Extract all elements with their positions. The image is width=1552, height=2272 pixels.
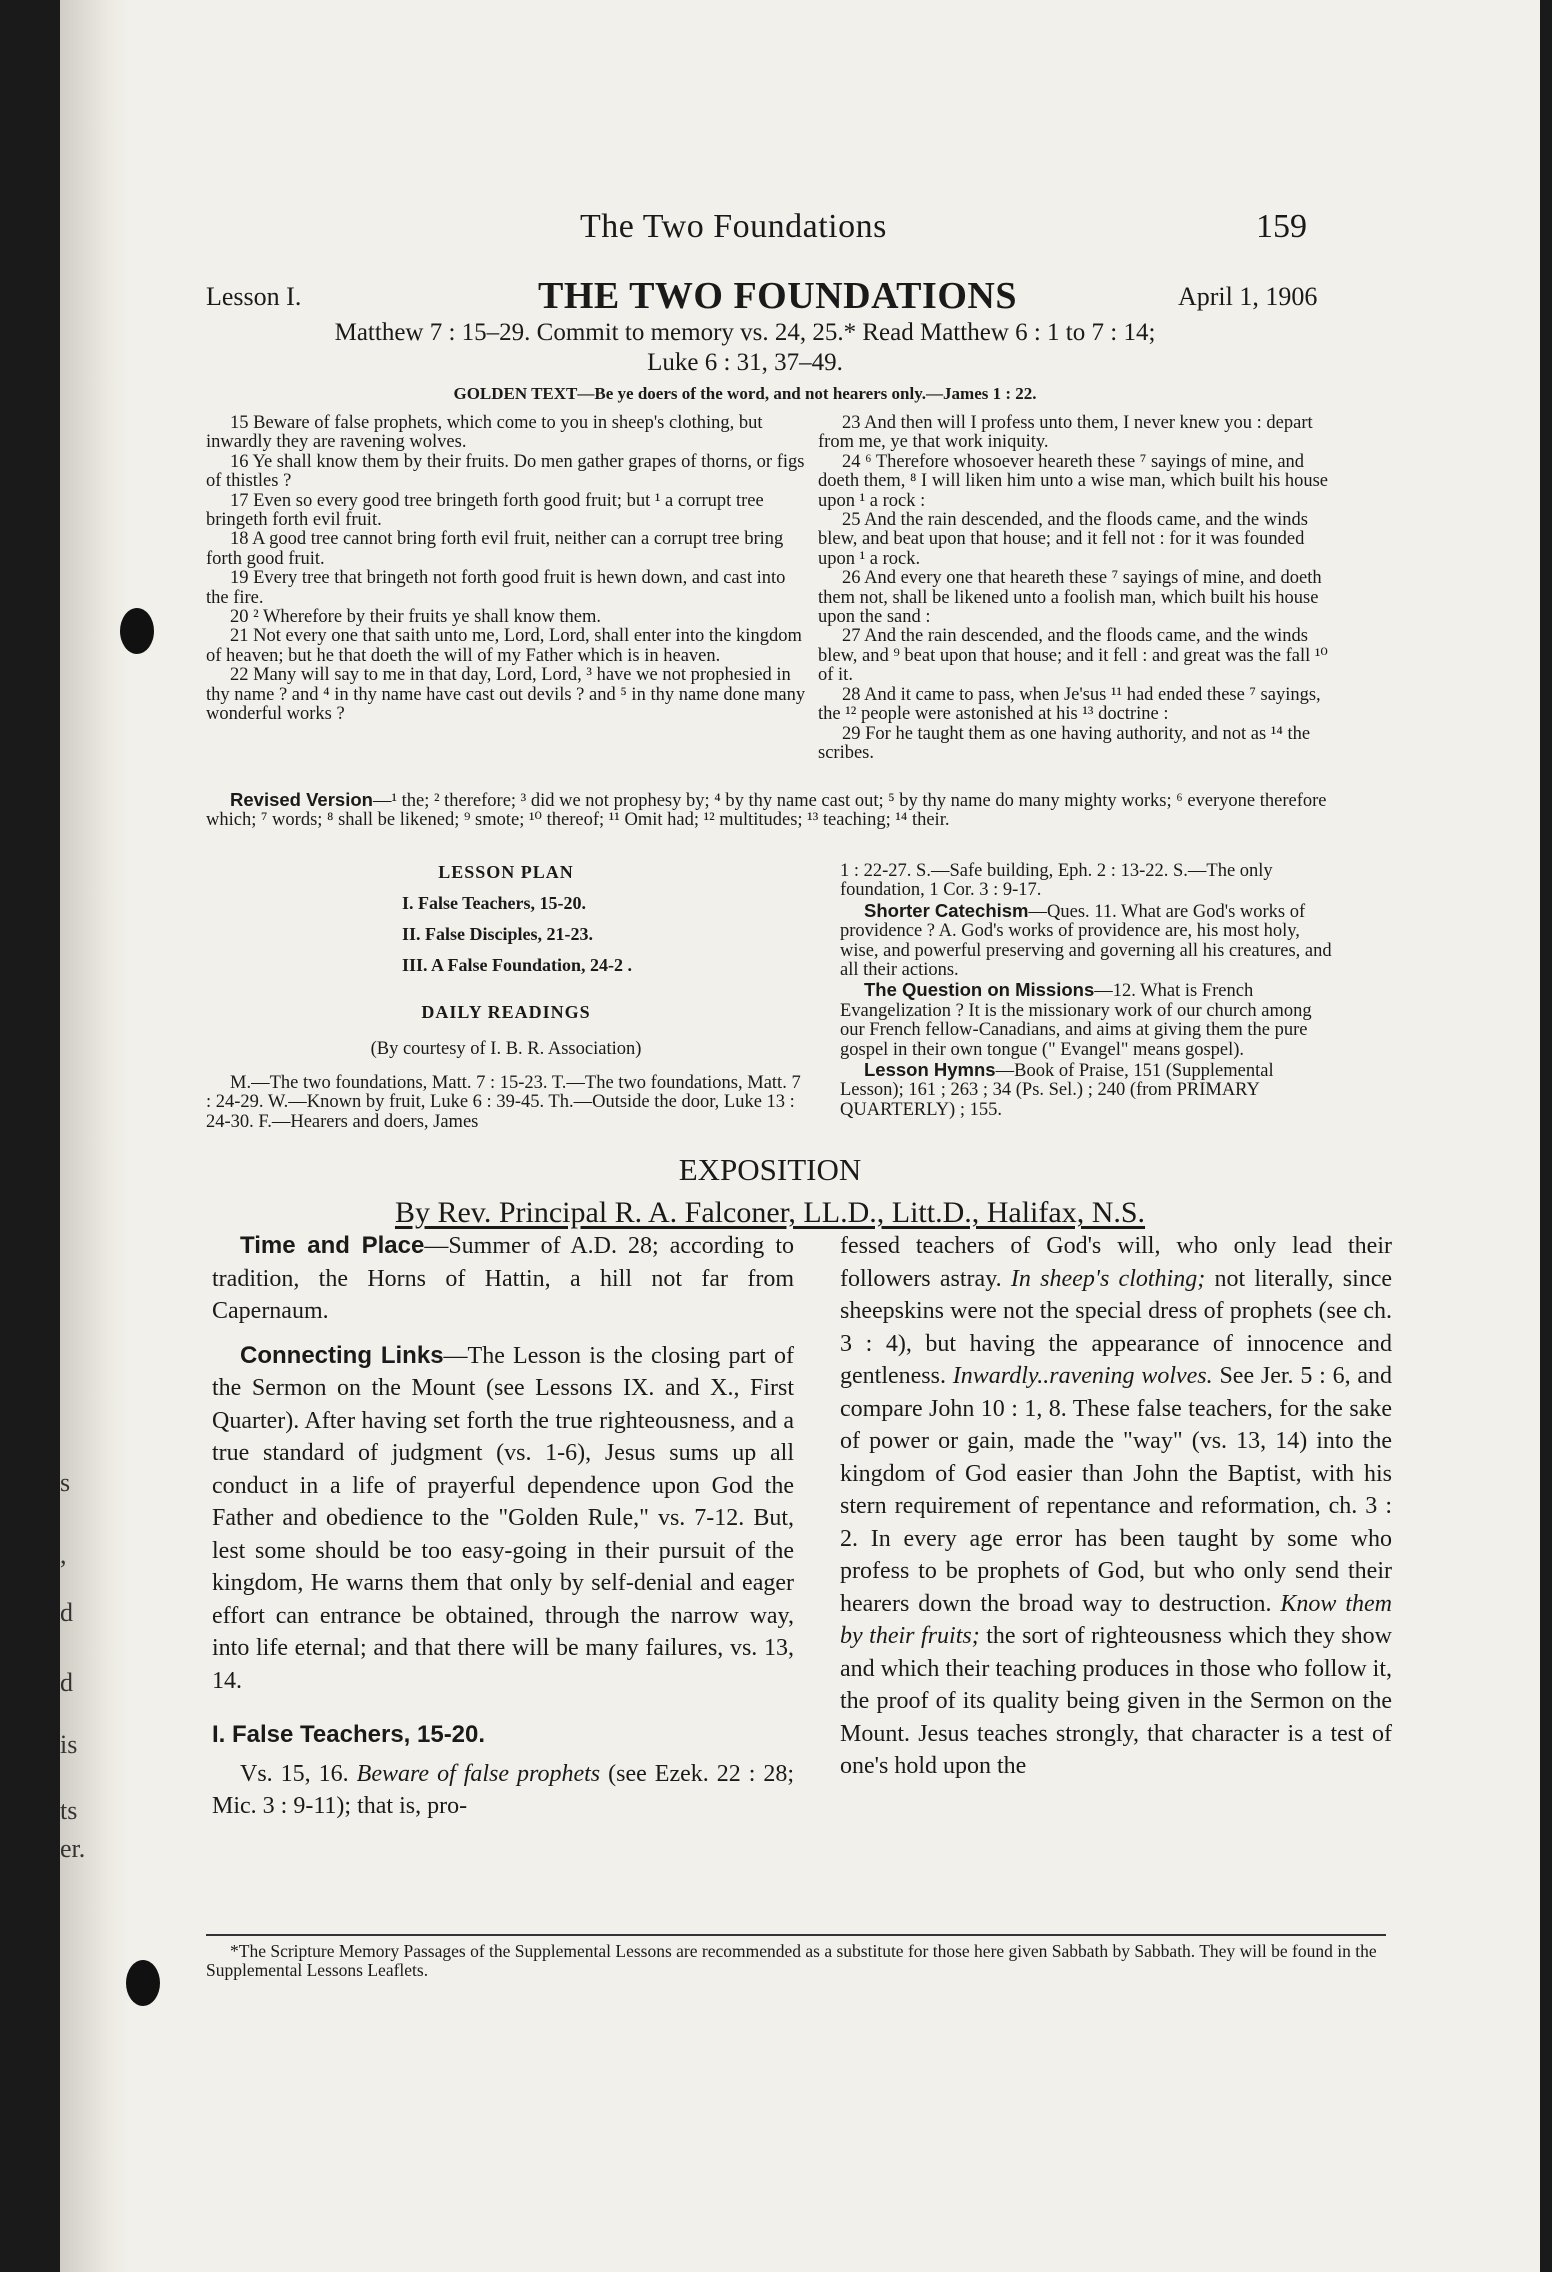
- verse: 23 And then will I profess unto them, I never knew you : depart from me, ye that work iniquity.: [818, 413, 1313, 453]
- verse: 21 Not every one that saith unto me, Lord, Lord, shall enter into the kingdom of heaven; but he that doeth the will of my Father which is in heaven.: [206, 626, 802, 666]
- lesson-plan-item: I. False Teachers, 15-20.: [402, 893, 586, 913]
- binding-hole: [126, 1960, 160, 2006]
- verses-right-column: [818, 414, 1338, 763]
- connecting-links-label: Connecting Links: [240, 1341, 444, 1369]
- footnote-rule: [206, 1934, 1386, 1936]
- page-gutter: [60, 0, 130, 2272]
- exposition-left-column: [212, 1230, 794, 1823]
- revised-version-notes: [206, 790, 1336, 831]
- margin-fragment: d: [60, 1598, 73, 1627]
- margin-fragment: d: [60, 1668, 73, 1697]
- lesson-plan-heading: LESSON PLAN: [438, 862, 574, 882]
- lesson-title: THE TWO FOUNDATIONS: [538, 275, 1017, 317]
- shorter-catechism: [840, 901, 1340, 981]
- exposition-heading: EXPOSITION: [678, 1152, 862, 1187]
- verse: 28 And it came to pass, when Je'sus ¹¹ had ended these ⁷ sayings, the ¹² people were astonished at his ¹³ doctrine :: [818, 684, 1321, 725]
- daily-readings-continued: 1 : 22-27. S.—Safe building, Eph. 2 : 13-22. S.—The only foundation, 1 Cor. 3 : 9-17.: [840, 861, 1273, 901]
- scripture-line: Matthew 7 : 15–29. Commit to memory vs. 24, 25.* Read Matthew 6 : 1 to 7 : 14;: [334, 319, 1156, 346]
- verse-commentary-text: (see Ezek. 22 : 28; Mic. 3 : 9-11); that is, pro-: [212, 1760, 795, 1819]
- scripture-line: Luke 6 : 31, 37–49.: [647, 349, 843, 376]
- margin-fragment: ,: [60, 1540, 67, 1569]
- commentary-quote: Inwardly..ravening wolves.: [952, 1363, 1213, 1389]
- verse: 26 And every one that heareth these ⁷ sayings of mine, and doeth them not, shall be likened unto a foolish man, which built his house upon the sand :: [818, 568, 1322, 628]
- connecting-links-paragraph: [212, 1340, 794, 1698]
- verse: 29 For he taught them as one having authority, and not as ¹⁴ the scribes.: [818, 723, 1311, 763]
- missions-question-label: The Question on Missions: [864, 979, 1095, 1001]
- verse: 18 A good tree cannot bring forth evil fruit, neither can a corrupt tree bring forth good fruit.: [206, 529, 784, 569]
- margin-fragment: s: [60, 1468, 71, 1497]
- scanned-page: [60, 0, 1540, 2272]
- lesson-plan-item: III. A False Foundation, 24-2 .: [402, 955, 633, 975]
- daily-readings-text: M.—The two foundations, Matt. 7 : 15-23. T.—The two foundations, Matt. 7 : 24-29. W.—Known by fruit, Luke 6 : 39-45. Th.—Outside the door, Luke 13 : 24-30. F.—Hearers and doers, James: [206, 1073, 801, 1132]
- catechism-column: [840, 862, 1340, 1120]
- verse: 16 Ye shall know them by their fruits. Do men gather grapes of thorns, or figs of thistles ?: [206, 451, 805, 492]
- commentary-text: fessed teachers of God's will, who only lead their followers astray.: [840, 1233, 1392, 1292]
- running-title: The Two Foundations: [580, 208, 887, 245]
- lesson-plan-item: II. False Disciples, 21-23.: [402, 924, 593, 944]
- verse: 27 And the rain descended, and the floods came, and the winds blew, and ⁹ beat upon that house; and it fell : and great was the fall ¹⁰ of it.: [818, 626, 1328, 686]
- lesson-hymns-label: Lesson Hymns: [864, 1059, 996, 1081]
- revised-version-label: Revised Version: [230, 789, 373, 810]
- verse: 25 And the rain descended, and the floods came, and the winds blew, and beat upon that house; and it fell not : for it was founded upon ¹ a rock.: [818, 510, 1308, 569]
- verse: 22 Many will say to me in that day, Lord, Lord, ³ have we not prophesied in thy name ? and ⁴ in thy name have cast out devils ? and ⁵ in thy name done many wonderful works ?: [206, 665, 806, 725]
- verse-commentary-paragraph: [212, 1758, 794, 1823]
- exposition-author: [210, 1196, 1330, 1230]
- lesson-hymns: [840, 1060, 1340, 1120]
- commentary-quote: Know them by their fruits;: [840, 1590, 1393, 1649]
- commentary-text: See Jer. 5 : 6, and compare John 10 : 1, 8. These false teachers, for the sake of power or gain, made the "way" (vs. 13, 14) into the kingdom of God easier than John the Baptist, with his stern requirement of repentance and reformation, ch. 3 : 2. In every age error has been taught by some who profess to be prophets of God, but who only send their hearers down the broad way to destruction.: [840, 1363, 1393, 1617]
- margin-fragment: is: [60, 1730, 78, 1759]
- verses-left-column: [206, 414, 806, 725]
- missions-question: [840, 980, 1340, 1060]
- time-and-place-text: —Summer of A.D. 28; according to tradition, the Horns of Hattin, a hill not far from Capernaum.: [212, 1233, 794, 1324]
- lesson-plan-column: [206, 862, 806, 1132]
- page-number: 159: [1256, 208, 1307, 245]
- shorter-catechism-text: —Ques. 11. What are God's works of providence ? A. God's works of providence are, his most holy, wise, and powerful preserving and governing all his creatures, and all their actions.: [840, 901, 1332, 981]
- exposition-right-column: [840, 1230, 1392, 1783]
- verse-reference: Vs. 15, 16.: [240, 1760, 349, 1787]
- binding-hole: [120, 608, 154, 654]
- footnote: *The Scripture Memory Passages of the Supplemental Lessons are recommended as a substitute for those here given Sabbath by Sabbath. They will be found in the Supplemental Lessons Leaflets.: [206, 1941, 1377, 1980]
- shorter-catechism-label: Shorter Catechism: [864, 899, 1029, 921]
- missions-question-text: —12. What is French Evangelization ? It is the missionary work of our church among our French fellow-Canadians, and aims at giving them the pure gospel in their own tongue (" Evangel" means gospel).: [840, 981, 1312, 1060]
- commentary-text: the sort of righteousness which they show and which their teaching produces in those who follow it, the proof of its quality being given in the Sermon on the Mount. Jesus teaches strongly, that character is a test of one's hold upon the: [840, 1623, 1393, 1779]
- lesson-label: Lesson I.: [206, 282, 302, 311]
- margin-fragment: ts: [60, 1796, 78, 1825]
- commentary-continued: [840, 1230, 1392, 1783]
- lesson-date: April 1, 1906: [1178, 282, 1318, 311]
- verse: 17 Even so every good tree bringeth forth good fruit; but ¹ a corrupt tree bringeth forth evil fruit.: [206, 490, 764, 531]
- section-heading: I. False Teachers, 15-20.: [212, 1721, 486, 1748]
- verse-quote: Beware of false prophets: [356, 1760, 601, 1787]
- time-and-place-label: Time and Place: [240, 1232, 425, 1259]
- scripture-reference: [210, 318, 1280, 378]
- connecting-links-text: —The Lesson is the closing part of the Sermon on the Mount (see Lessons IX. and X., First Quarter). After having set forth the true righteousness, and a true standard of judgment (vs. 1-6), Jesus sums up all conduct in a life of prayerful dependence upon God the Father and obedience to the "Golden Rule," vs. 7-12. But, lest some should be too easy-going in their pursuit of the kingdom, He warns them that only by self-denial and eager effort can entrance be obtained, through the narrow way, into life eternal; and that there will be many failures, vs. 13, 14.: [212, 1342, 795, 1694]
- commentary-text: not literally, since sheepskins were not the special dress of prophets (see ch. 3 : 4), but having the appearance of innocence and gentleness.: [840, 1265, 1393, 1389]
- daily-readings-heading: DAILY READINGS: [421, 1002, 591, 1022]
- time-and-place-paragraph: [212, 1230, 794, 1328]
- daily-readings-courtesy: (By courtesy of I. B. R. Association): [370, 1039, 642, 1059]
- margin-fragment: er.: [60, 1834, 86, 1863]
- revised-version-text: —¹ the; ² therefore; ³ did we not prophesy by; ⁴ by thy name cast out; ⁵ by thy name do many mighty works; ⁶ everyone therefore which; ⁷ words; ⁸ shall be likened; ⁹ smote; ¹⁰ thereof; ¹¹ Omit had; ¹² multitudes; ¹³ teaching; ¹⁴ their.: [206, 791, 1327, 831]
- verse: 19 Every tree that bringeth not forth good fruit is hewn down, and cast into the fire.: [206, 568, 786, 608]
- verse: 20 ² Wherefore by their fruits ye shall know them.: [230, 607, 601, 628]
- exposition-author-text: By Rev. Principal R. A. Falconer, LL.D., Litt.D., Halifax, N.S.: [394, 1196, 1146, 1229]
- verse: 24 ⁶ Therefore whosoever heareth these ⁷ sayings of mine, and doeth them, ⁸ I will liken him unto a wise man, which built his house upon ¹ a rock :: [818, 451, 1328, 511]
- commentary-quote: In sheep's clothing;: [1010, 1265, 1206, 1292]
- golden-text: GOLDEN TEXT—Be ye doers of the word, and not hearers only.—James 1 : 22.: [453, 384, 1037, 403]
- verse: 15 Beware of false prophets, which come to you in sheep's clothing, but inwardly they are ravening wolves.: [206, 413, 763, 453]
- lesson-hymns-text: —Book of Praise, 151 (Supplemental Lesson); 161 ; 263 ; 34 (Ps. Sel.) ; 240 (from PRIMARY QUARTERLY) ; 155.: [840, 1061, 1274, 1120]
